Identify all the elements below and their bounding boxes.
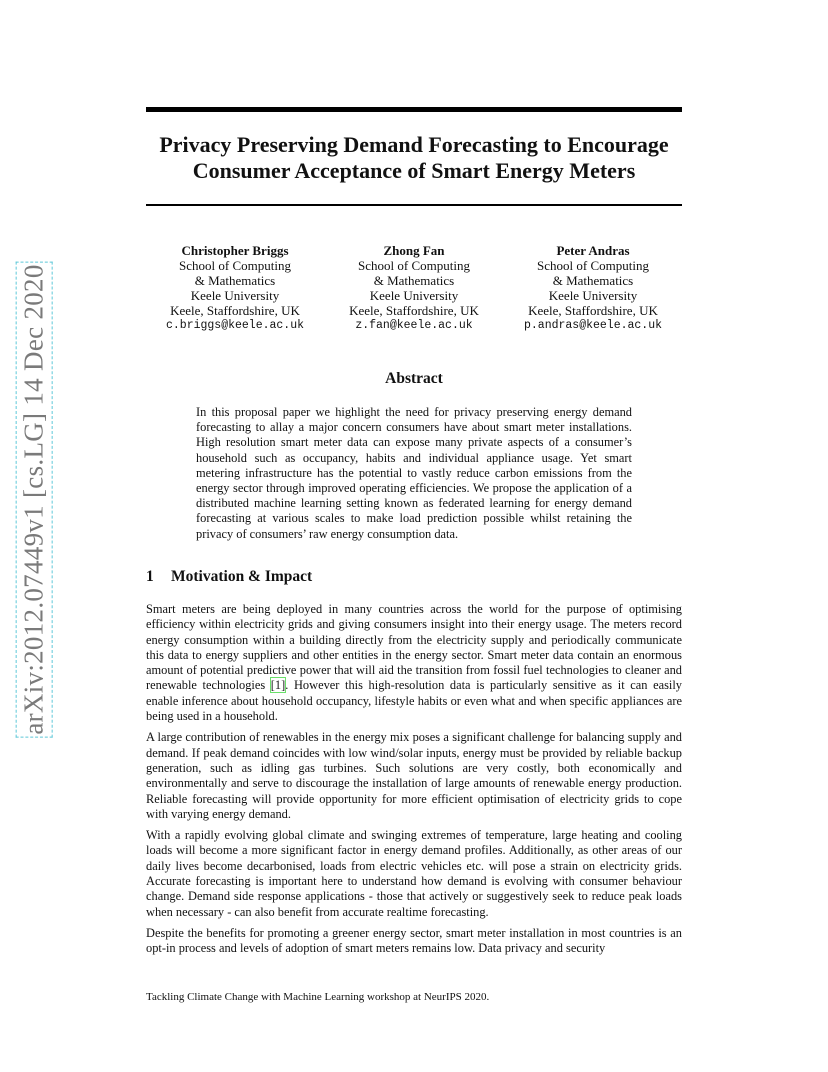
author-location: Keele, Staffordshire, UK — [528, 303, 658, 318]
paper-title: Privacy Preserving Demand Forecasting to Encourage Consumer Acceptance of Smart Energy Meters — [159, 132, 669, 183]
author-dept: School of Computing — [358, 258, 470, 273]
abstract-text: In this proposal paper we highlight the need for privacy preserving energy demand forecasting to allay a major concern consumers have about smart meter installations. High resolution smart meter data can expose many private aspects of a consumer’s household such as occupancy, habits and individual appliance usage. Yet smart metering infrastructure has the potential to vastly reduce carbon emissions from the energy sector through improved operating efficiencies. We propose the application of a distributed machine learning setting known as federated learning for energy demand forecasting at various scales to make load prediction possible whilst retaining the privacy of consumers’ raw energy consumption data. — [196, 405, 632, 541]
author-name: Zhong Fan — [383, 243, 445, 258]
arxiv-stamp — [14, 254, 54, 744]
author-name: Peter Andras — [556, 243, 630, 258]
author-location: Keele, Staffordshire, UK — [170, 303, 300, 318]
author-email[interactable]: c.briggs@keele.ac.uk — [165, 319, 305, 332]
section-title: Motivation & Impact — [171, 568, 313, 585]
author-dept: & Mathematics — [194, 273, 276, 288]
paragraph: With a rapidly evolving global climate and swinging extremes of temperature, large heating and cooling loads will become a more significant factor in energy demand profiles. Additionally, as other areas of our daily lives become decarbonised, loads from electric vehicles etc. will pose a strain on electricity grids. Accurate forecasting is important here to understand how demand is evolving with consumer behaviour change. Demand side response applications - those that actively or suggestively seek to reduce peak loads when necessary - can also benefit from accurate realtime forecasting. — [146, 828, 682, 919]
author-university: Keele University — [369, 288, 459, 303]
section-heading — [146, 568, 682, 586]
paragraph: A large contribution of renewables in the energy mix poses a significant challenge for balancing supply and demand. If peak demand coincides with low wind/solar inputs, energy must be provided by reliable backup generation, such as idling gas turbines. Such solutions are very costly, both economically and environmentally and serve to discourage the installation of large amounts of renewable energy production. Reliable forecasting will provide opportunity for more efficient optimisation of electricity grids to cope with varying energy demand. — [146, 730, 682, 821]
author-name: Christopher Briggs — [181, 243, 289, 258]
author-university: Keele University — [548, 288, 638, 303]
section-number: 1 — [146, 568, 154, 585]
author-3 — [504, 243, 682, 333]
citation-link[interactable]: [1] — [270, 678, 286, 693]
author-dept: School of Computing — [179, 258, 291, 273]
footnote: Tackling Climate Change with Machine Learning workshop at NeurIPS 2020. — [146, 991, 490, 1003]
author-2 — [325, 243, 503, 333]
abstract-heading: Abstract — [385, 370, 443, 387]
title-top-rule — [146, 107, 682, 112]
paragraph — [146, 602, 682, 724]
section-body — [146, 602, 682, 963]
author-university: Keele University — [190, 288, 280, 303]
author-1 — [146, 243, 324, 333]
arxiv-id[interactable]: arXiv:2012.07449v1 [cs.LG] 14 Dec 2020 — [18, 263, 49, 735]
paragraph-text: Smart meters are being deployed in many countries across the world for the purpose of optimising efficiency within electricity grids and giving consumers insight into their energy usage. The meters record energy consumption within a building directly from the electricity supply and periodically communicate this data to energy suppliers and other entities in the energy sector. Smart meter data contain an enormous amount of potential predictive power that will aid the transition from fossil fuel technologies to cleaner and renewable technologies — [146, 602, 682, 693]
author-block — [146, 243, 682, 333]
paragraph: Despite the benefits for promoting a greener energy sector, smart meter installation in most countries is an opt-in process and levels of adoption of smart meters remains low. Data privacy and security — [146, 925, 682, 956]
author-email[interactable]: z.fan@keele.ac.uk — [355, 319, 473, 332]
title-bottom-rule — [146, 204, 682, 206]
author-dept: School of Computing — [537, 258, 649, 273]
author-dept: & Mathematics — [552, 273, 634, 288]
author-location: Keele, Staffordshire, UK — [349, 303, 479, 318]
author-dept: & Mathematics — [373, 273, 455, 288]
author-email[interactable]: p.andras@keele.ac.uk — [523, 319, 663, 332]
paragraph-text: . However this high-resolution data is particularly sensitive as it can easily enable inference about household occupancy, lifestyle habits or even what and when specific appliances are being used in a household. — [146, 678, 682, 724]
